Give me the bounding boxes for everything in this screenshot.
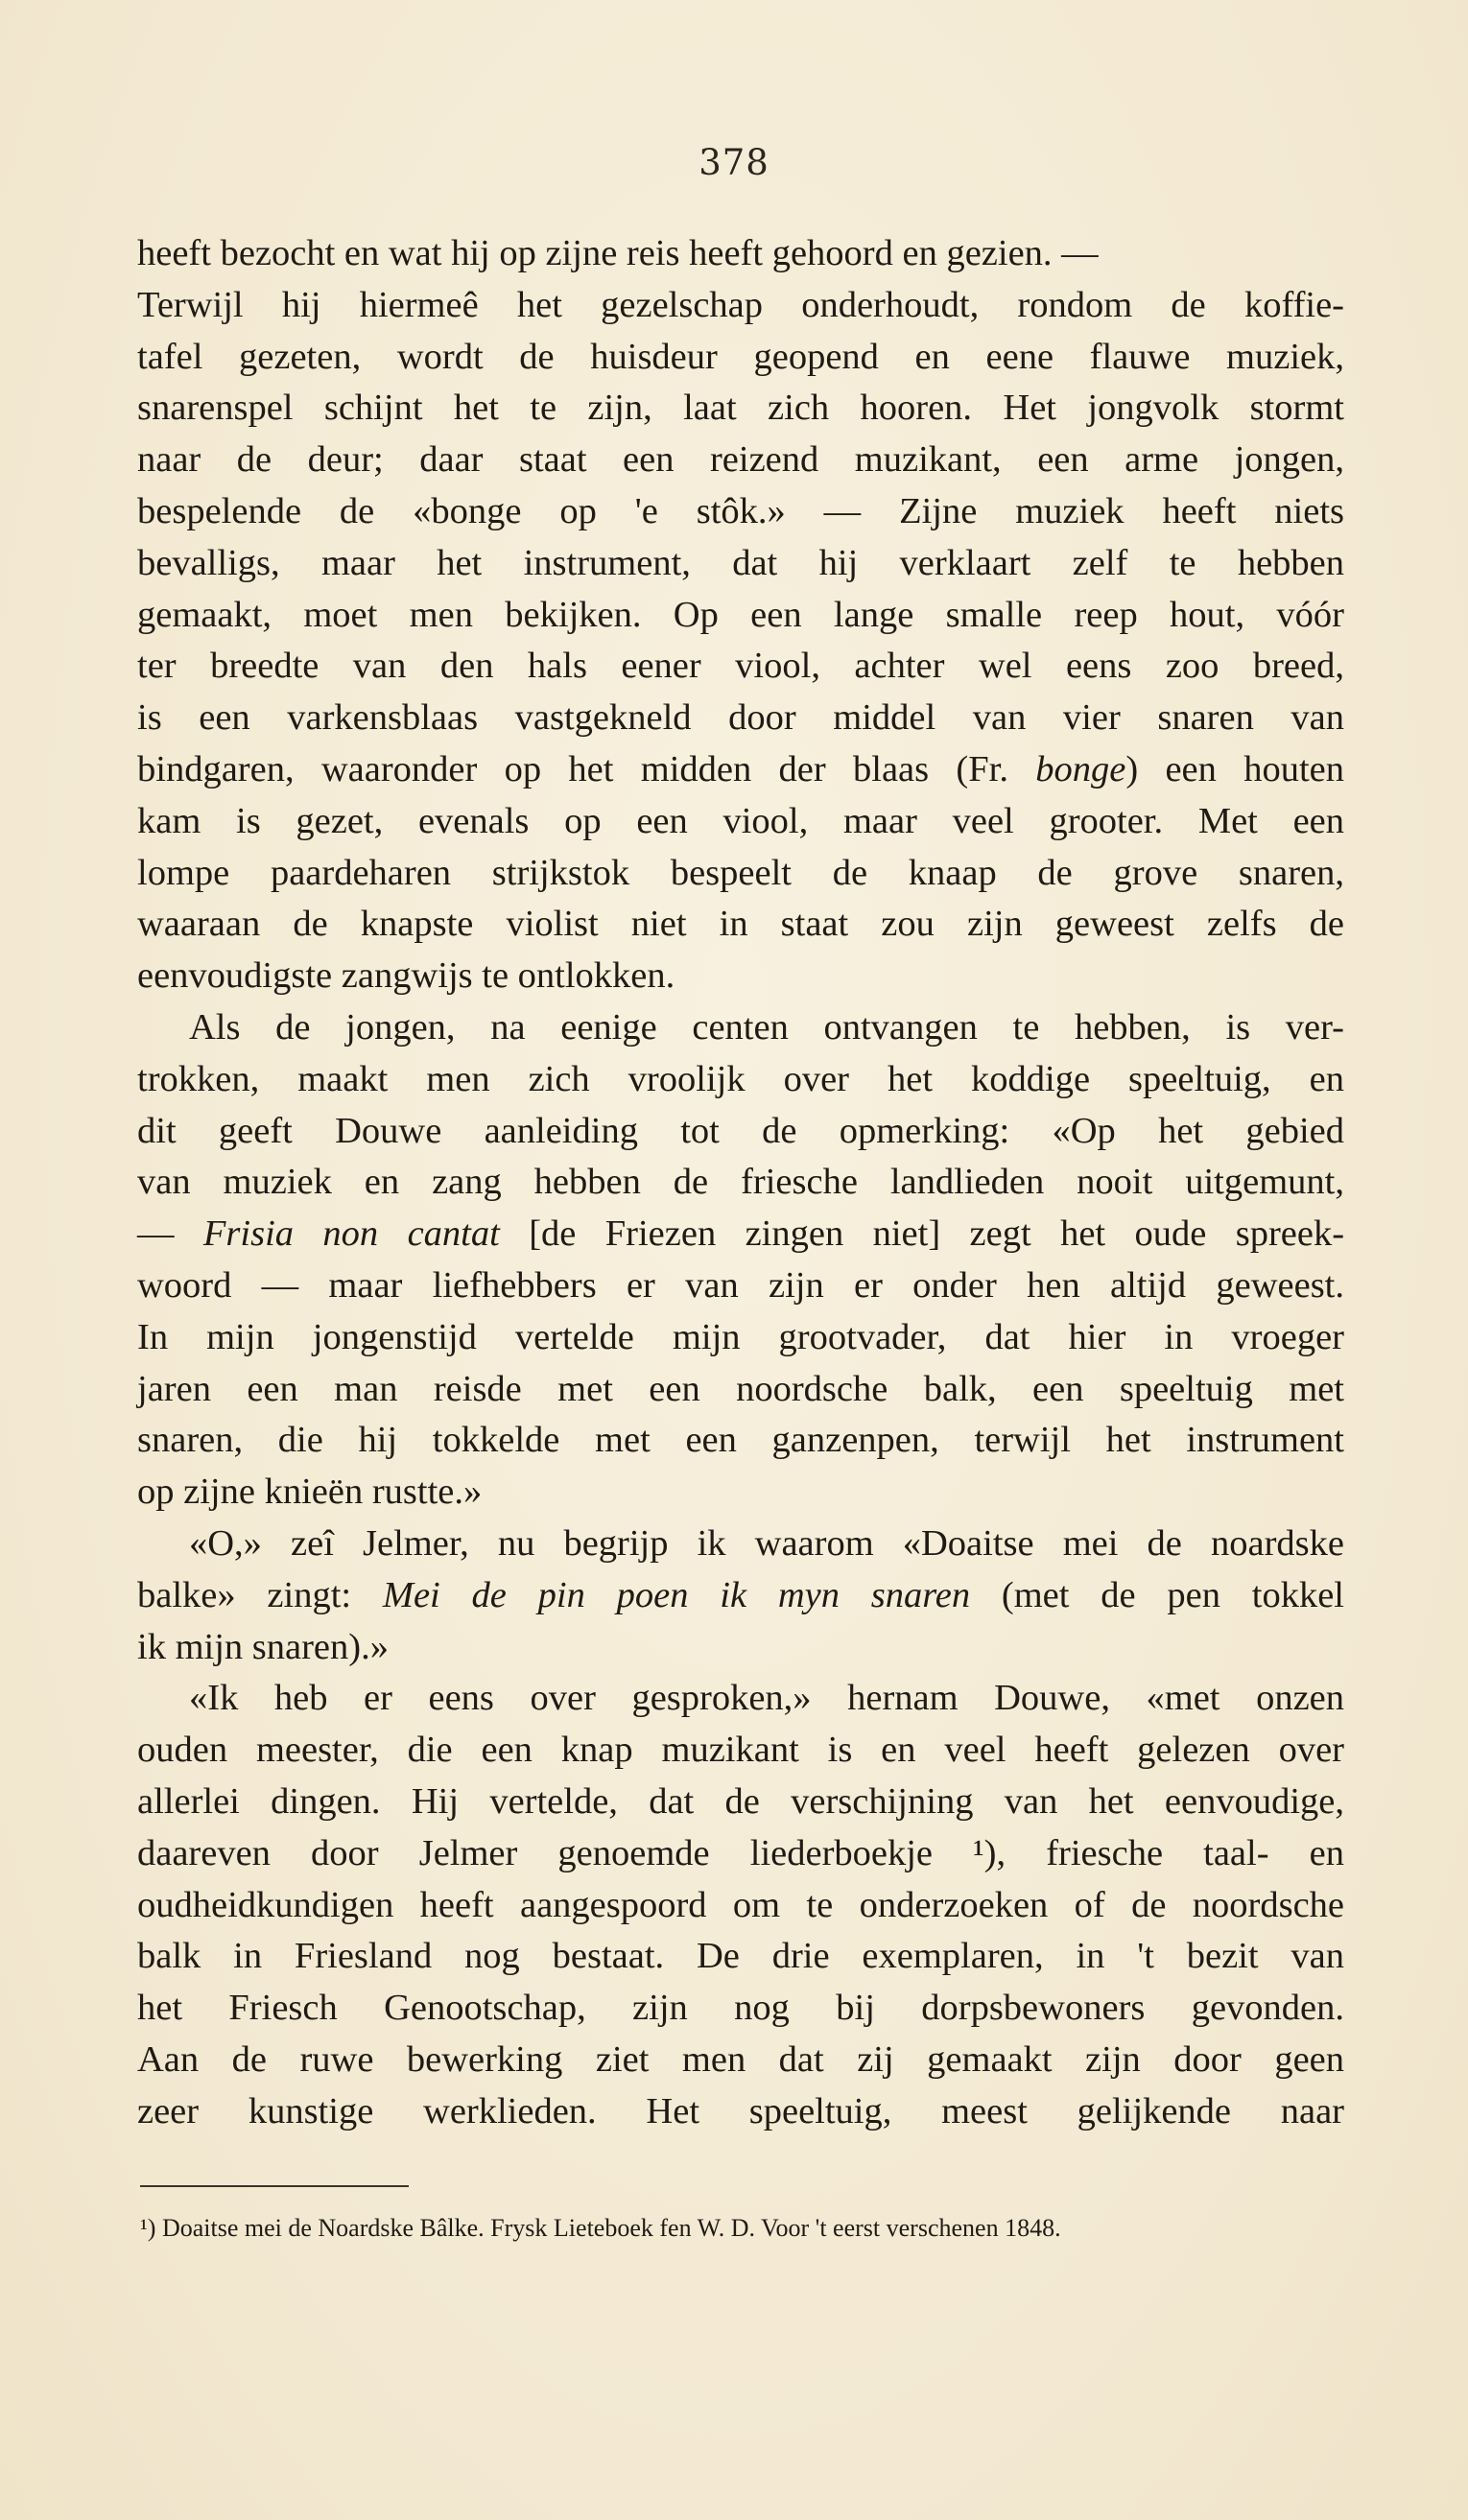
page-number: 378 <box>698 142 770 183</box>
text-line: jaren een man reisde met een noordsche balk, een speeltuig met <box>137 1368 1344 1409</box>
text-line: dit geeft Douwe aanleiding tot de opmerking: «Op het gebied <box>137 1110 1344 1151</box>
text-line: waaraan de knapste violist niet in staat zou zijn geweest zelfs de <box>137 904 1344 945</box>
text-line: Als de jongen, na eenige centen ontvangen te hebben, is ver- <box>189 1006 1344 1048</box>
text-line: naar de deur; daar staat een reizend muzikant, een arme jongen, <box>137 439 1344 481</box>
text-line: bevalligs, maar het instrument, dat hij verklaart zelf te hebben <box>137 542 1344 583</box>
text-line: tafel gezeten, wordt de huisdeur geopend en eene flauwe muziek, <box>137 336 1344 377</box>
text-line: Terwijl hij hiermeê het gezelschap onderhoudt, rondom de koffie- <box>137 284 1344 325</box>
italic-phrase: Frisia non cantat <box>202 1213 500 1255</box>
text-line: — Frisia non cantat [de Friezen zingen niet] zegt het oude spreek- <box>137 1213 1345 1255</box>
text-line: ouden meester, die een knap muzikant is en veel heeft gelezen over <box>137 1730 1344 1771</box>
text-line: ter breedte van den hals eener viool, achter wel eens zoo breed, <box>137 646 1344 687</box>
italic-phrase: bonge <box>1035 748 1126 789</box>
footnote-divider <box>140 2185 409 2187</box>
body-text <box>137 228 1344 2137</box>
text-line: ik mijn snaren).» <box>137 1626 389 1667</box>
text-line: zeer kunstige werklieden. Het speeltuig, meest gelijkende naar <box>137 2090 1344 2131</box>
text-line: «Ik heb er eens over gesproken,» hernam Douwe, «met onzen <box>189 1678 1344 1719</box>
text-line: In mijn jongenstijd vertelde mijn grootvader, dat hier in vroeger <box>137 1316 1344 1357</box>
footnote <box>140 2212 1339 2245</box>
text-line: is een varkensblaas vastgekneld door middel van vier snaren van <box>137 697 1344 739</box>
text-line: allerlei dingen. Hij vertelde, dat de verschijning van het eenvoudige, <box>137 1780 1344 1822</box>
italic-phrase: Mei de pin poen ik myn snaren <box>382 1574 971 1615</box>
text-line: balke» zingt: Mei de pin poen ik myn snaren (met de pen tokkel <box>137 1574 1344 1615</box>
text-line: gemaakt, moet men bekijken. Op een lange smalle reep hout, vóór <box>137 594 1344 635</box>
text-line: het Friesch Genootschap, zijn nog bij dorpsbewoners gevonden. <box>137 1988 1344 2029</box>
text-line: van muziek en zang hebben de friesche landlieden nooit uitgemunt, <box>137 1162 1344 1203</box>
text-line: snaren, die hij tokkelde met een ganzenpen, terwijl het instrument <box>137 1420 1344 1461</box>
text-line: «O,» zeî Jelmer, nu begrijp ik waarom «Doaitse mei de noardske <box>189 1522 1344 1564</box>
text-line: balk in Friesland nog bestaat. De drie exemplaren, in 't bezit van <box>137 1936 1344 1977</box>
text-line: oudheidkundigen heeft aangespoord om te onderzoeken of de noordsche <box>137 1884 1344 1925</box>
text-line: woord — maar liefhebbers er van zijn er onder hen altijd geweest. <box>137 1264 1344 1306</box>
text-line: bespelende de «bonge op 'e stôk.» — Zijne muziek heeft niets <box>137 490 1344 531</box>
text-line: kam is gezet, evenals op een viool, maar veel grooter. Met een <box>137 800 1344 841</box>
text-line: eenvoudigste zangwijs te ontlokken. <box>137 955 675 997</box>
text-line: snarenspel schijnt het te zijn, laat zich hooren. Het jongvolk stormt <box>137 388 1344 429</box>
text-line: Aan de ruwe bewerking ziet men dat zij gemaakt zijn door geen <box>137 2038 1344 2080</box>
text-line: daareven door Jelmer genoemde liederboekje ¹), friesche taal- en <box>137 1832 1344 1873</box>
footnote-text: Doaitse mei de Noardske Bâlke. Frysk Lieteboek fen W. D. Voor 't eerst verschenen 1848. <box>161 2214 1061 2242</box>
text-line: op zijne knieën rustte.» <box>137 1472 483 1513</box>
text-line: lompe paardeharen strijkstok bespeelt de knaap de grove snaren, <box>137 852 1344 893</box>
text-line: heeft bezocht en wat hij op zijne reis heeft gehoord en gezien. — <box>137 233 1099 273</box>
footnote-marker: ¹) <box>140 2214 156 2242</box>
text-line: trokken, maakt men zich vroolijk over het koddige speeltuig, en <box>137 1058 1344 1099</box>
text-line: bindgaren, waaronder op het midden der blaas (Fr. bonge) een houten <box>137 748 1344 789</box>
